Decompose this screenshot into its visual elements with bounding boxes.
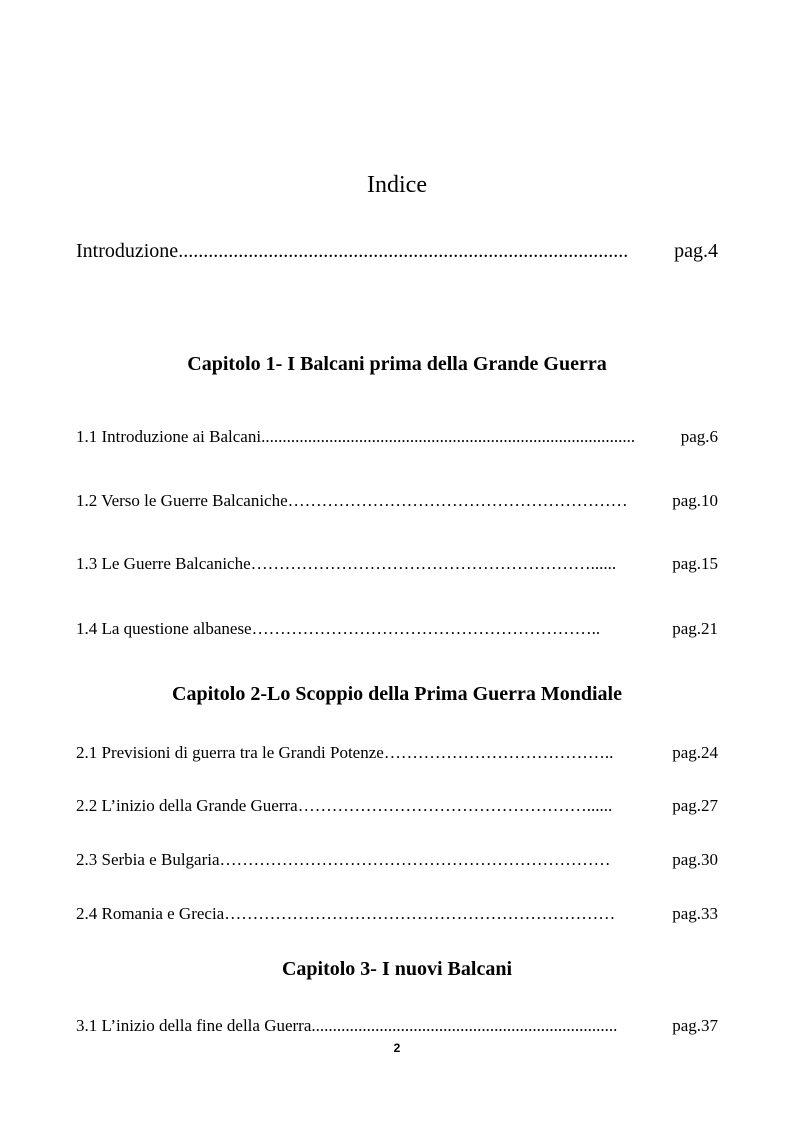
toc-entry-page: pag.33 <box>672 904 718 923</box>
toc-leader-dots: ........................................................................ <box>311 1016 618 1035</box>
toc-entry-2-4[interactable] <box>76 904 718 924</box>
chapter-heading-1: Capitolo 1- I Balcani prima della Grande Guerra <box>187 353 607 375</box>
toc-leader-dots: .......................................................................................... <box>178 240 629 262</box>
toc-entry-label: Introduzione <box>76 240 179 262</box>
toc-leader-dots: ………………………………….. <box>383 743 614 762</box>
toc-entry-1-3[interactable] <box>76 554 718 574</box>
toc-leader-dots: …………………………………………………………… <box>219 850 611 869</box>
toc-entry-2-2[interactable] <box>76 796 718 816</box>
toc-entry-1-4[interactable] <box>76 619 718 639</box>
toc-leader-dots: …………………………………………………… <box>287 491 628 510</box>
toc-entry-label: 2.3 Serbia e Bulgaria <box>76 850 220 869</box>
toc-entry-page: pag.6 <box>680 427 718 446</box>
toc-entry-label: 2.2 L’inizio della Grande Guerra <box>76 796 298 815</box>
toc-entry-page: pag.27 <box>672 796 718 815</box>
toc-entry-label: 2.1 Previsioni di guerra tra le Grandi Potenze <box>76 743 384 762</box>
toc-entry-label: 3.1 L’inizio della fine della Guerra <box>76 1016 312 1035</box>
toc-entry-label: 1.1 Introduzione ai Balcani <box>76 427 262 446</box>
toc-leader-dots: …………………………………………………………… <box>224 904 616 923</box>
page-title: Indice <box>367 172 427 198</box>
toc-leader-dots: ........................................................................................ <box>261 427 636 446</box>
chapter-heading-3: Capitolo 3- I nuovi Balcani <box>281 958 513 980</box>
toc-entry-1-2[interactable] <box>76 491 718 511</box>
toc-entry-label: 1.4 La questione albanese <box>76 619 252 638</box>
toc-entry-label: 2.4 Romania e Grecia <box>76 904 225 923</box>
chapter-heading-2: Capitolo 2-Lo Scoppio della Prima Guerra Mondiale <box>172 683 622 705</box>
toc-entry-label: 1.3 Le Guerre Balcaniche <box>76 554 251 573</box>
toc-entry-page: pag.4 <box>674 240 718 262</box>
toc-leader-dots: …………………………………………………….. <box>251 619 601 638</box>
toc-entry-2-1[interactable] <box>76 743 718 763</box>
toc-entry-introduzione[interactable] <box>76 240 718 263</box>
toc-entry-page: pag.24 <box>672 743 718 762</box>
toc-entry-label: 1.2 Verso le Guerre Balcaniche <box>76 491 288 510</box>
toc-entry-1-1[interactable] <box>76 427 718 447</box>
page-number: 2 <box>393 1041 401 1055</box>
toc-entry-page: pag.30 <box>672 850 718 869</box>
toc-leader-dots: ……………………………………………………...... <box>250 554 617 573</box>
toc-entry-2-3[interactable] <box>76 850 718 870</box>
toc-entry-page: pag.10 <box>672 491 718 510</box>
toc-entry-page: pag.15 <box>672 554 718 573</box>
toc-leader-dots: ……………………………………………...... <box>297 796 613 815</box>
toc-entry-page: pag.21 <box>672 619 718 638</box>
toc-entry-3-1[interactable] <box>76 1016 718 1036</box>
toc-entry-page: pag.37 <box>672 1016 718 1035</box>
